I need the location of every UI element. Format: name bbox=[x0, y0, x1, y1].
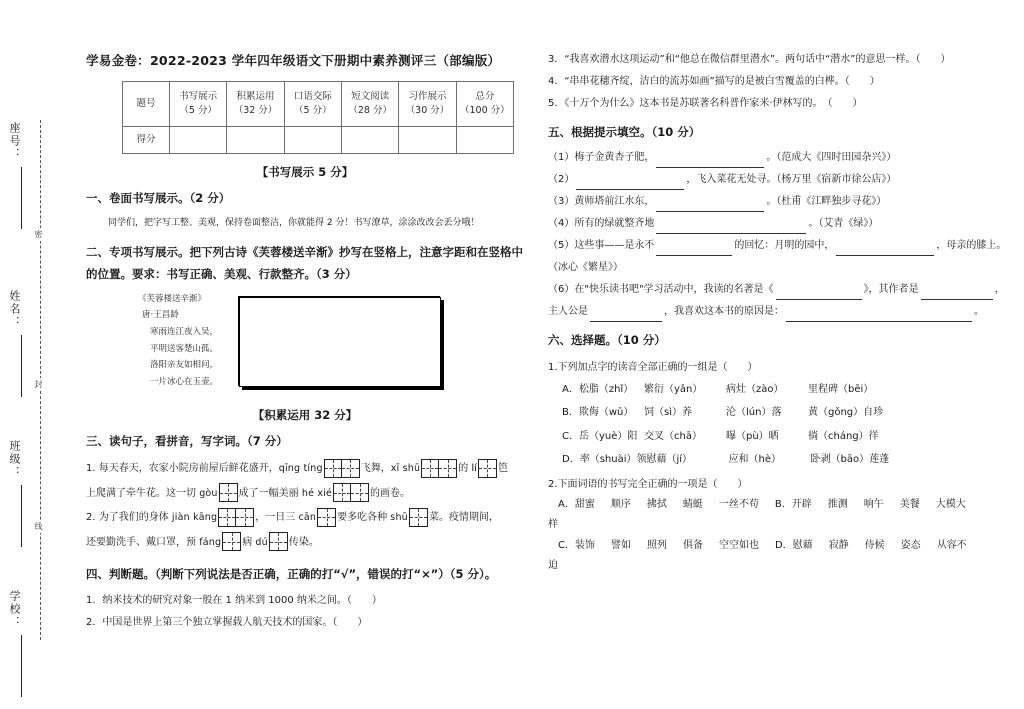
score-col-name: 总分 bbox=[475, 91, 495, 103]
answer-blank[interactable] bbox=[656, 200, 764, 212]
section-banner-writing: 【书写展示 5 分】 bbox=[256, 165, 354, 179]
answer-blank[interactable] bbox=[656, 156, 764, 168]
score-table-row-label: 题号 bbox=[123, 82, 170, 127]
question-3-lines bbox=[86, 457, 524, 555]
sentence-text: 要多吃各种 bbox=[337, 512, 391, 524]
score-table-col-2 bbox=[284, 82, 341, 127]
word-item[interactable]: 蜻蜓 bbox=[682, 498, 703, 510]
score-table-col-3 bbox=[341, 82, 398, 127]
score-table-row-label: 得分 bbox=[123, 127, 170, 154]
score-table-col-4 bbox=[399, 82, 456, 127]
seal-field-rule bbox=[21, 635, 22, 697]
tianzige-answer-box[interactable] bbox=[317, 508, 336, 527]
mc-option-item[interactable]: D．率（shuài）领 bbox=[562, 454, 647, 466]
score-col-points: （28 分） bbox=[348, 105, 392, 116]
question-5-item bbox=[548, 280, 1010, 300]
seal-field-class bbox=[6, 440, 22, 547]
poem-author: 唐·王昌龄 bbox=[142, 310, 179, 321]
word-item[interactable]: 侍候 bbox=[864, 539, 885, 551]
blank-prefix-text: 主人公是 bbox=[548, 306, 588, 318]
question-2-writing-area bbox=[86, 291, 524, 397]
word-option-row[interactable] bbox=[548, 495, 1010, 516]
question-6-2-word-rows bbox=[548, 495, 1010, 577]
sentence-text: 菜。疫情期间， bbox=[428, 512, 499, 524]
question-5-item bbox=[548, 258, 1010, 278]
word-option-row[interactable] bbox=[548, 536, 1010, 557]
poem-line-2: 平明送客楚山孤。 bbox=[150, 343, 219, 354]
question-3-line bbox=[86, 482, 524, 507]
word-row-continuation: 样 bbox=[548, 519, 558, 531]
word-item[interactable]: 照列 bbox=[646, 539, 667, 551]
sentence-text: 飞舞， bbox=[360, 463, 391, 475]
poem-line-4: 一片冰心在玉壶。 bbox=[150, 376, 219, 387]
tianzige-cell[interactable] bbox=[410, 509, 427, 526]
sentence-text: 为了我们的身体 bbox=[98, 512, 172, 524]
sealing-margin bbox=[0, 0, 74, 709]
score-col-name: 短文阅读 bbox=[351, 91, 390, 103]
section-banner-accumulate: 【积累运用 32 分】 bbox=[252, 407, 358, 422]
seal-field-seat-number bbox=[6, 122, 22, 229]
mc-option-row[interactable] bbox=[548, 378, 1010, 402]
question-5-item bbox=[548, 148, 1010, 168]
pinyin-text: dú bbox=[255, 536, 268, 548]
question-3-line bbox=[86, 531, 524, 556]
score-table-col-1 bbox=[227, 82, 284, 127]
blank-prefix-text: （2） bbox=[548, 174, 575, 186]
sentence-text: 传染。 bbox=[288, 536, 319, 548]
item-number: 2. bbox=[86, 512, 99, 524]
question-3-line bbox=[86, 457, 524, 482]
word-item[interactable]: 寂静 bbox=[828, 539, 849, 551]
pinyin-text: hé xié bbox=[301, 487, 333, 499]
word-row-continuation: 迫 bbox=[548, 560, 558, 572]
mc-option-row[interactable] bbox=[548, 401, 1010, 425]
score-cell-1[interactable] bbox=[227, 127, 284, 154]
pinyin-text: cān bbox=[298, 512, 317, 524]
mc-option-item[interactable]: 徜（cháng）徉 bbox=[808, 430, 879, 442]
score-col-points: （32 分） bbox=[233, 105, 278, 116]
seal-field-rule bbox=[21, 335, 22, 397]
tianzige-answer-box[interactable] bbox=[333, 483, 369, 502]
answer-blank[interactable] bbox=[590, 310, 662, 322]
word-item[interactable]: B．开辟 bbox=[774, 498, 812, 510]
mc-option-item[interactable]: 繁衍（yǎn） bbox=[644, 383, 703, 395]
seal-char-xian: 线 bbox=[34, 522, 43, 531]
question-5-lines bbox=[548, 148, 1010, 322]
tianzige-cell[interactable] bbox=[223, 533, 240, 550]
word-item[interactable]: 推测 bbox=[827, 498, 848, 510]
tianzige-cell[interactable] bbox=[270, 533, 287, 550]
question-5-item bbox=[548, 302, 1010, 322]
word-item[interactable]: 响午 bbox=[863, 498, 884, 510]
mc-option-row[interactable] bbox=[548, 448, 1010, 472]
score-col-points: （100 分） bbox=[459, 105, 510, 116]
question-3-line bbox=[86, 506, 524, 531]
answer-blank[interactable] bbox=[576, 178, 684, 190]
sentence-text: 上爬满了牵牛花。这一切 bbox=[86, 487, 200, 499]
tianzige-cell[interactable] bbox=[220, 484, 237, 501]
blank-prefix-text: （冰心《繁星》） bbox=[548, 262, 623, 274]
question-4-item-5: 5．《十万个为什么》这本书是苏联著名科普作家米·伊林写的。 （ ） bbox=[548, 98, 863, 109]
item-number: 1. bbox=[86, 463, 99, 475]
mc-option-item[interactable]: C．岳（yuè）阳 bbox=[562, 430, 638, 442]
score-table-col-5 bbox=[456, 82, 513, 127]
word-item[interactable]: 顺序 bbox=[610, 498, 631, 510]
seal-field-label: 姓名： bbox=[8, 290, 21, 329]
tianzige-cell[interactable] bbox=[439, 460, 456, 477]
table-row-header bbox=[123, 82, 514, 127]
mc-option-item[interactable]: 交叉（chā） bbox=[644, 430, 702, 442]
score-cell-5[interactable] bbox=[456, 127, 513, 154]
word-item[interactable]: A．甜蜜 bbox=[558, 498, 595, 510]
mc-option-item[interactable]: 饲（sì）养 bbox=[644, 407, 692, 419]
score-cell-3[interactable] bbox=[341, 127, 398, 154]
question-3-heading: 三、读句子，看拼音，写字词。（7 分） bbox=[86, 433, 288, 448]
question-6-1-options bbox=[548, 378, 1010, 472]
blank-middle-text: 的回忆：月明的园中， bbox=[734, 240, 835, 252]
tianzige-cell[interactable] bbox=[479, 460, 496, 477]
score-table-col-0 bbox=[170, 82, 227, 127]
seal-field-label: 学校： bbox=[8, 590, 21, 629]
poem-line-3: 洛阳亲友如相问， bbox=[150, 360, 219, 371]
word-item[interactable]: C．装饰 bbox=[558, 539, 595, 551]
tianzige-cell[interactable] bbox=[422, 460, 439, 477]
score-col-name: 口语交际 bbox=[293, 91, 332, 103]
question-5-item bbox=[548, 236, 1010, 256]
question-4-item-4: 4．“串串花穗齐绽，洁白的流苏如画”描写的是被白雪覆盖的白桦。（ ） bbox=[548, 76, 880, 87]
pinyin-text: fáng bbox=[199, 536, 222, 548]
question-4-heading: 四、判断题。（判断下列说法是否正确，正确的打“√”，错误的打“×”）（5 分）。 bbox=[86, 567, 497, 582]
seal-char-mi: 密 bbox=[34, 230, 43, 239]
question-5-heading: 五、根据提示填空。（10 分） bbox=[548, 125, 701, 139]
blank-prefix-text: （1）梅子金黄杏子肥， bbox=[548, 152, 655, 164]
mc-option-item[interactable]: B．欺侮（wǔ） bbox=[562, 407, 634, 419]
question-5-item bbox=[548, 192, 1010, 212]
sentence-text: 还要勤洗手、戴口罩，预 bbox=[86, 536, 200, 548]
seal-field-label: 座号： bbox=[8, 122, 21, 161]
score-col-points: （5 分） bbox=[294, 105, 332, 116]
question-1-text: 同学们，把字写工整、美观，保持卷面整洁，你就能得 2 分！书写潦草，涂涂改改会丢分哦！ bbox=[108, 218, 480, 229]
right-column bbox=[548, 50, 1010, 577]
mc-option-item[interactable]: 卧剥（bāo）莲蓬 bbox=[810, 454, 890, 466]
seal-char-feng: 封 bbox=[34, 380, 43, 389]
sentence-text: 的 lí bbox=[458, 463, 477, 475]
tianzige-answer-box[interactable] bbox=[219, 483, 238, 502]
score-col-name: 书写展示 bbox=[179, 91, 218, 103]
pinyin-text: jiàn kāng bbox=[171, 512, 218, 524]
pinyin-text: qīng tíng bbox=[278, 463, 323, 475]
sentence-text: 每天春天，农家小院房前屋后鲜花盛开， bbox=[98, 463, 279, 475]
sentence-text: 的画卷。 bbox=[370, 487, 411, 499]
blank-prefix-text: （4）所有的绿就整齐地 bbox=[548, 218, 655, 230]
sentence-text: 成了一幅美丽 bbox=[238, 487, 302, 499]
blank-suffix-text: ，母亲的膝上。 bbox=[936, 240, 1007, 252]
tianzige-cell[interactable] bbox=[351, 484, 368, 501]
score-cell-0[interactable] bbox=[170, 127, 227, 154]
mc-option-item[interactable]: 应和（hè） bbox=[728, 454, 781, 466]
answer-blank[interactable] bbox=[656, 244, 732, 256]
mc-option-item[interactable]: 曝（pù）晒 bbox=[726, 430, 779, 442]
tianzige-cell[interactable] bbox=[318, 509, 335, 526]
tianzige-answer-box[interactable] bbox=[421, 459, 457, 478]
word-item[interactable]: 譬如 bbox=[610, 539, 631, 551]
blank-prefix-text: （5）这些事——是永不 bbox=[548, 240, 655, 252]
left-column bbox=[86, 50, 524, 635]
answer-blank[interactable] bbox=[776, 288, 862, 300]
mc-option-item[interactable]: 里程碑（bēi） bbox=[808, 383, 874, 395]
blank-suffix-text: ，飞入菜花无处寻。（杨万里《宿新市徐公店》） bbox=[686, 174, 897, 186]
tianzige-answer-box[interactable] bbox=[269, 532, 288, 551]
question-6-1-stem: 1.下列加点字的读音全部正确的一组是（ ） bbox=[548, 361, 758, 373]
mc-option-item[interactable]: 病灶（zào） bbox=[726, 383, 784, 395]
tianzige-cell[interactable] bbox=[342, 460, 359, 477]
pinyin-text: gòu bbox=[199, 487, 218, 499]
seal-field-rule bbox=[21, 485, 22, 547]
tianzige-answer-box[interactable] bbox=[324, 459, 360, 478]
blank-suffix-text: 。（范成大《四时田园杂兴》） bbox=[766, 152, 897, 164]
mc-option-item[interactable]: 慰藉（jí） bbox=[646, 454, 693, 466]
word-item[interactable]: 一丝不苟 bbox=[718, 498, 759, 510]
answer-blank[interactable] bbox=[656, 222, 806, 234]
poem-title: 《芙蓉楼送辛渐》 bbox=[138, 293, 207, 304]
page-title: 学易金卷：2022-2023 学年四年级语文下册期中素养测评三（部编版） bbox=[86, 53, 501, 68]
score-col-name: 积累运用 bbox=[236, 91, 275, 103]
word-item[interactable]: 拂拭 bbox=[646, 498, 667, 510]
tianzige-answer-box[interactable] bbox=[409, 508, 428, 527]
tianzige-answer-box[interactable] bbox=[218, 508, 254, 527]
sentence-text: ，一日三 bbox=[255, 512, 299, 524]
question-6-heading: 六、选择题。（10 分） bbox=[548, 333, 666, 348]
answer-blank[interactable] bbox=[921, 288, 993, 300]
tianzige-answer-box[interactable] bbox=[222, 532, 241, 551]
word-item[interactable]: 空空如也 bbox=[718, 539, 759, 551]
question-4-item-1: 1．纳米技术的研究对象一般在 1 纳米到 1000 纳米之间。（ ） bbox=[86, 595, 382, 607]
question-5-item bbox=[548, 214, 1010, 234]
seal-field-rule bbox=[21, 167, 22, 229]
mc-option-item[interactable]: 黄（gǒng）自珍 bbox=[808, 407, 884, 419]
mc-option-item[interactable]: A．松脂（zhǐ） bbox=[562, 383, 634, 395]
answer-blank[interactable] bbox=[786, 310, 972, 322]
table-row-score bbox=[123, 127, 514, 154]
tianzige-cell[interactable] bbox=[334, 484, 351, 501]
word-item[interactable]: 大模大 bbox=[935, 498, 966, 510]
question-1-heading: 一、卷面书写展示。（2 分） bbox=[86, 191, 231, 205]
blank-suffix-text: 。 bbox=[974, 306, 984, 318]
blank-middle-text: 》，其作者是 bbox=[863, 284, 919, 296]
question-2-heading: 二、专项书写展示。把下列古诗《芙蓉楼送辛渐》抄写在竖格上，注意字距和在竖格中的位置。要求：书写正确、美观、行款整齐。（3 分） bbox=[86, 245, 523, 281]
poem-line-1: 寒雨连江夜入吴， bbox=[150, 326, 219, 337]
blank-suffix-text: 。（杜甫《江畔独步寻花》） bbox=[766, 196, 887, 208]
score-col-points: （30 分） bbox=[405, 105, 450, 116]
score-cell-2[interactable] bbox=[284, 127, 341, 154]
blank-middle-text: ，我喜欢这本书的原因是： bbox=[664, 306, 784, 318]
blank-prefix-text: （6）在"快乐读书吧"学习活动中，我读的名著是《 bbox=[548, 284, 774, 296]
question-4-item-2: 2．中国是世界上第三个独立掌握载人航天技术的国家。（ ） bbox=[86, 617, 368, 629]
score-col-points: （5 分） bbox=[179, 105, 217, 116]
answer-blank[interactable] bbox=[836, 244, 934, 256]
score-cell-4[interactable] bbox=[399, 127, 456, 154]
word-item[interactable]: 姿态 bbox=[900, 539, 921, 551]
pinyin-text: shū bbox=[390, 512, 408, 524]
question-5-item bbox=[548, 170, 1010, 190]
sentence-text: 病 bbox=[242, 536, 256, 548]
handwriting-answer-box[interactable] bbox=[239, 297, 441, 387]
question-4-item-3: 3．“我喜欢潜水这项运动”和“他总在微信群里潜水”。两句话中“潜水”的意思一样。（ ） bbox=[548, 54, 951, 65]
seal-field-school bbox=[6, 590, 22, 697]
mc-option-row[interactable] bbox=[548, 425, 1010, 449]
poem-block bbox=[138, 291, 218, 390]
tianzige-cell[interactable] bbox=[219, 509, 236, 526]
blank-prefix-text: （3）黄师塔前江水东， bbox=[548, 196, 655, 208]
blank-suffix-text: ， bbox=[994, 284, 1005, 296]
pinyin-text: xī shū bbox=[390, 463, 421, 475]
seal-field-name bbox=[6, 290, 22, 397]
word-item[interactable]: D．慰藉 bbox=[774, 539, 813, 551]
blank-suffix-text: 。（艾青《绿》） bbox=[808, 218, 879, 230]
question-6-2-stem: 2.下面词语的书写完全正确的一项是（ ） bbox=[548, 478, 748, 490]
score-table bbox=[122, 81, 514, 154]
score-col-name: 习作展示 bbox=[408, 91, 447, 103]
word-item[interactable]: 俱备 bbox=[682, 539, 703, 551]
word-item[interactable]: 美餐 bbox=[899, 498, 920, 510]
seal-field-label: 班级： bbox=[8, 440, 21, 479]
mc-option-item[interactable]: 沦（lún）落 bbox=[726, 407, 782, 419]
word-item[interactable]: 从容不 bbox=[936, 539, 967, 551]
tianzige-cell[interactable] bbox=[236, 509, 253, 526]
tianzige-cell[interactable] bbox=[325, 460, 342, 477]
tianzige-answer-box[interactable] bbox=[478, 459, 497, 478]
sentence-text: 笆 bbox=[497, 463, 508, 475]
